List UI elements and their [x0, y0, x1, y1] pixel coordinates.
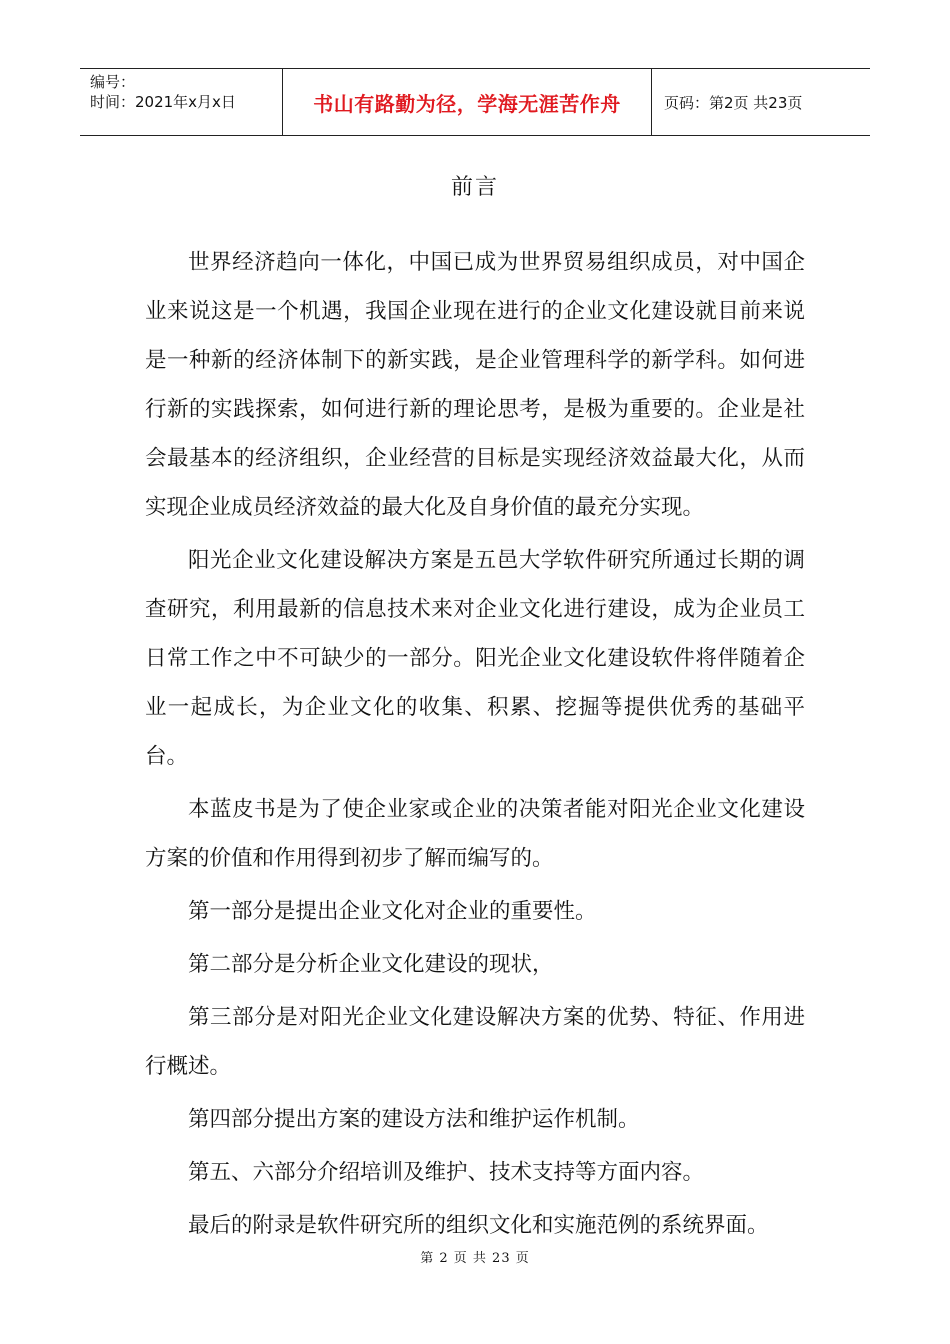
page-footer: 第 2 页 共 23 页: [420, 1251, 530, 1266]
page-header: [80, 68, 870, 136]
page-title: 前言: [450, 175, 499, 200]
body-text: [145, 238, 805, 1254]
header-meta: [80, 69, 283, 135]
header-motto: 书山有路勤为径，学海无涯苦作舟: [283, 69, 652, 135]
paragraph: 阳光企业文化建设解决方案是五邑大学软件研究所通过长期的调查研究，利用最新的信息技术来对企业文化进行建设，成为企业员工日常工作之中不可缺少的一部分。阳光企业文化建设软件将伴随着企业一起成长，为企业文化的收集、积累、挖掘等提供优秀的基础平台。: [145, 548, 805, 769]
paragraph: 第五、六部分介绍培训及维护、技术支持等方面内容。: [188, 1160, 705, 1185]
document-number-label: 编号：: [90, 73, 136, 91]
paragraph: 最后的附录是软件研究所的组织文化和实施范例的系统界面。: [188, 1213, 769, 1238]
paragraph: 第二部分是分析企业文化建设的现状，: [188, 952, 554, 977]
paragraph: 第一部分是提出企业文化对企业的重要性。: [188, 899, 597, 924]
document-date: 时间：2021年x月x日: [90, 93, 236, 111]
paragraph: 世界经济趋向一体化，中国已成为世界贸易组织成员，对中国企业来说这是一个机遇，我国企业现在进行的企业文化建设就目前来说是一种新的经济体制下的新实践，是企业管理科学的新学科。如何进行新的实践探索，如何进行新的理论思考，是极为重要的。企业是社会最基本的经济组织，企业经营的目标是实现经济效益最大化，从而实现企业成员经济效益的最大化及自身价值的最充分实现。: [145, 250, 805, 520]
paragraph: 第三部分是对阳光企业文化建设解决方案的优势、特征、作用进行概述。: [145, 1005, 805, 1079]
paragraph: 第四部分提出方案的建设方法和维护运作机制。: [188, 1107, 640, 1132]
header-page-info: 页码：第2页 共23页: [664, 93, 803, 112]
paragraph: 本蓝皮书是为了使企业家或企业的决策者能对阳光企业文化建设方案的价值和作用得到初步了解而编写的。: [145, 797, 805, 871]
